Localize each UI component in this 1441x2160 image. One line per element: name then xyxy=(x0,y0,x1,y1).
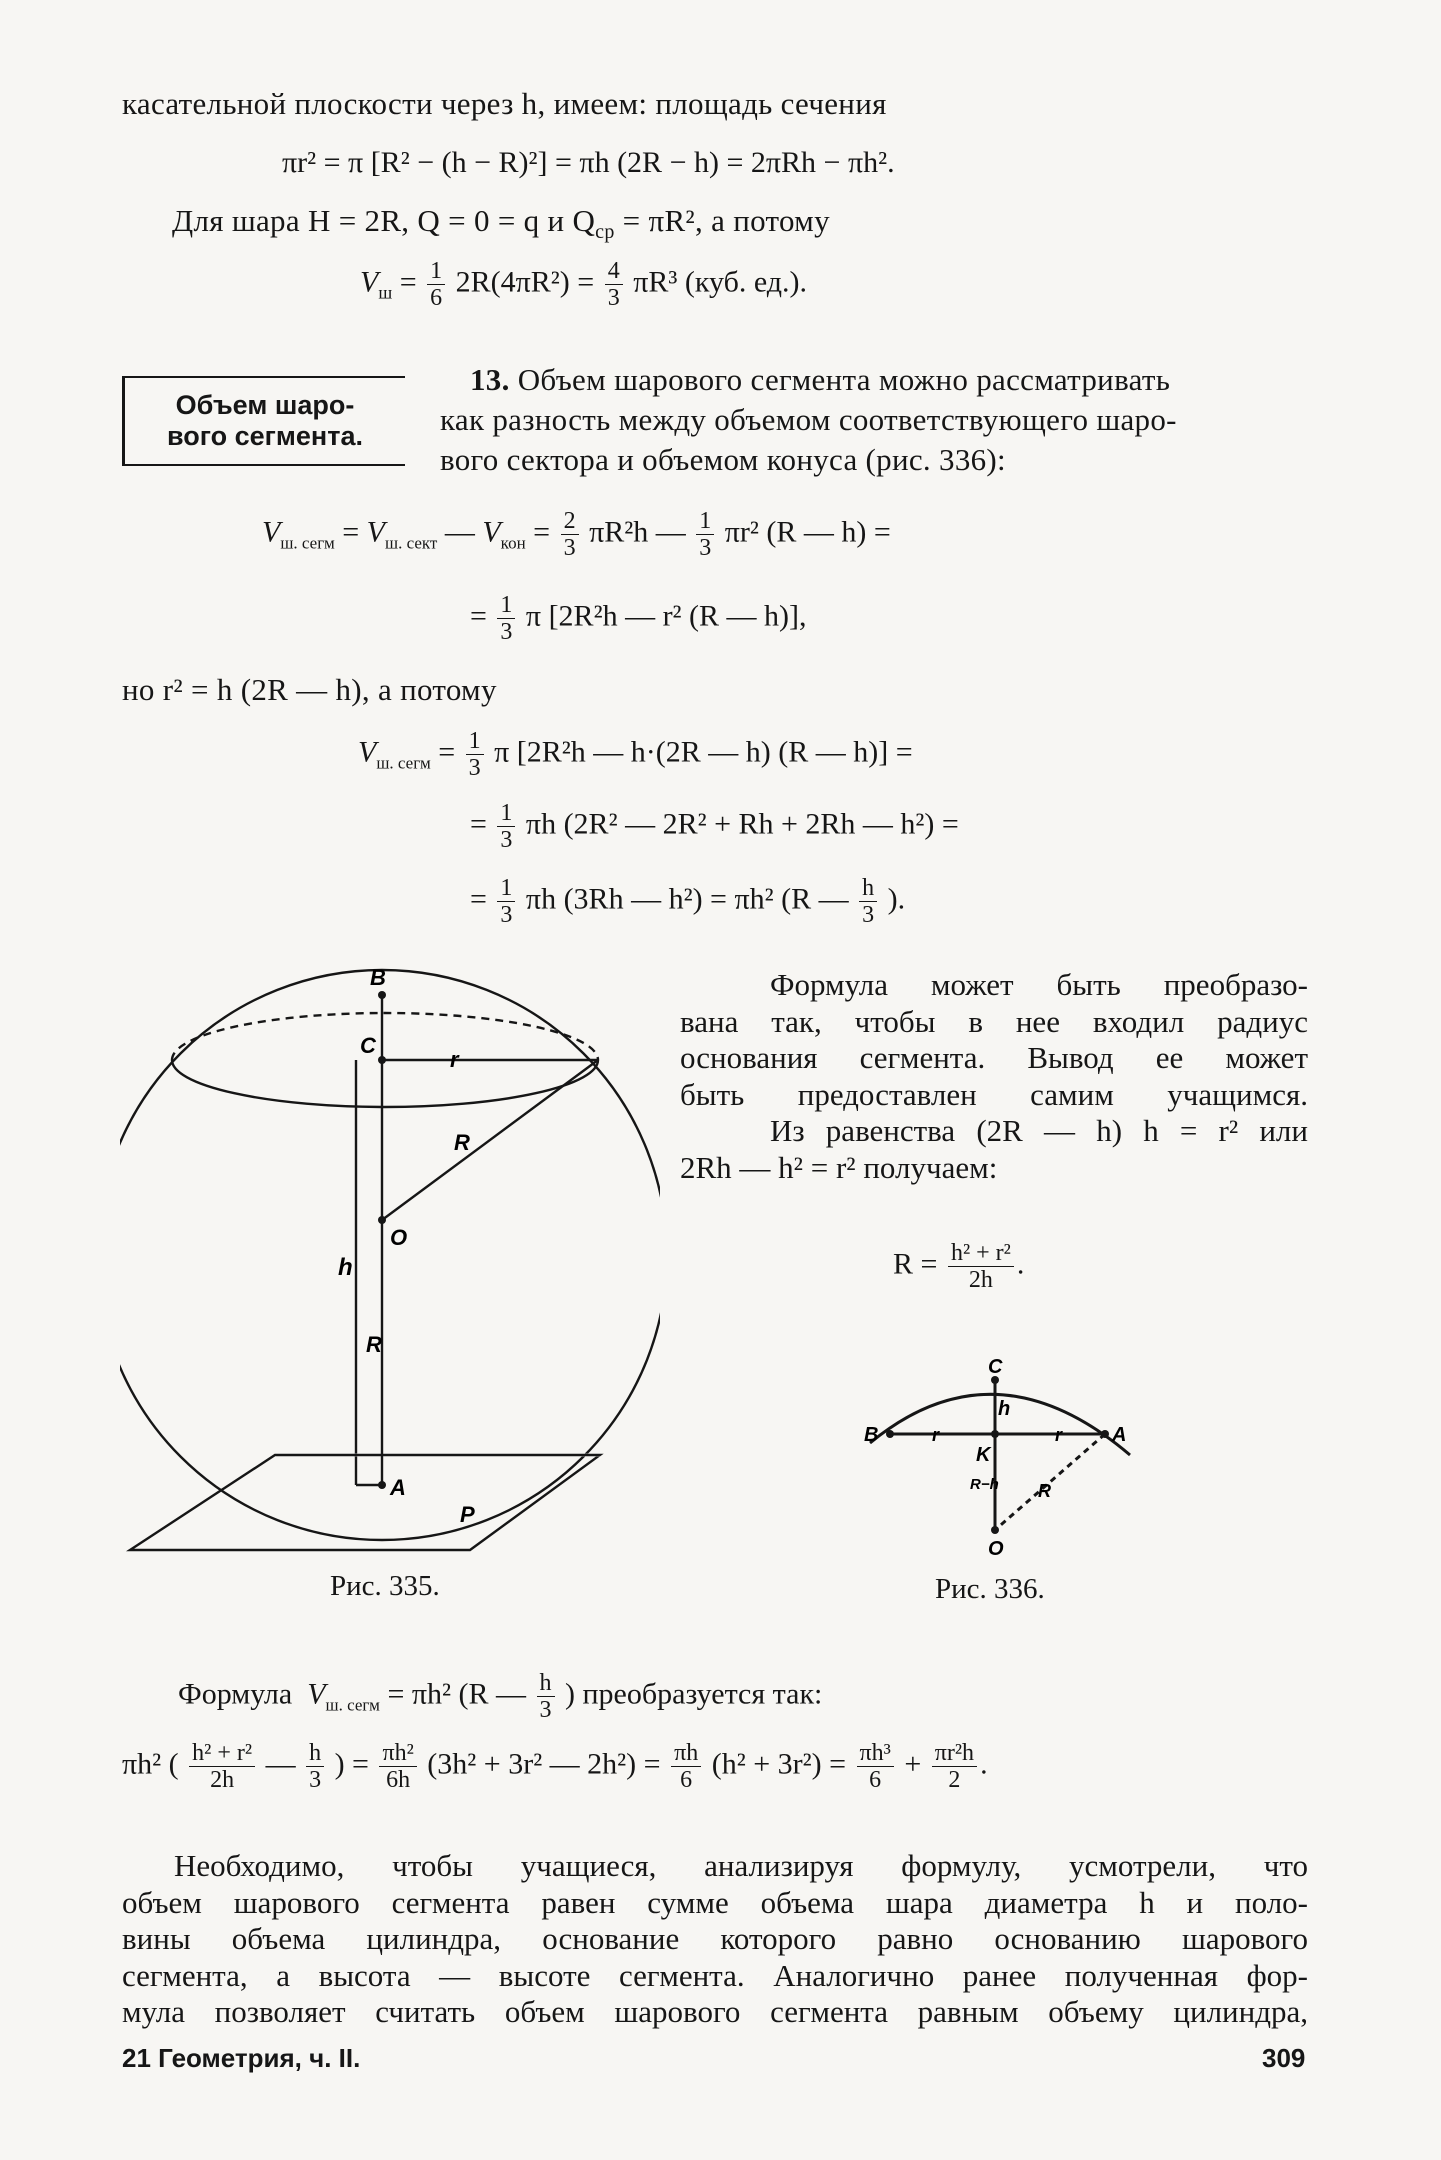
section-number: 13. xyxy=(470,362,510,397)
f2-mid: 2R(4πR²) = xyxy=(455,265,595,299)
fig336-label-A: A xyxy=(1112,1424,1127,1446)
fig335-label-r: r xyxy=(450,1047,459,1072)
sphere-intro-line xyxy=(172,203,830,250)
bottom-paragraph xyxy=(122,1848,1308,2031)
formula-segment-result: = $\frac{1}{3}$ πh (3Rh — h²) = πh² (R — $\frac{h}{3}$ ). xyxy=(470,875,906,928)
fig335-label-C: C xyxy=(360,1033,376,1058)
fig336-label-h: h xyxy=(998,1398,1011,1420)
formula-segment-step3: $V_{ш. сегм}$ = $\frac{1}{3}$ π [2R²h — h·(2R — h) (R — h)] = xyxy=(358,728,913,781)
sphere-intro-end: = πR², а потому xyxy=(614,203,830,238)
formula-transform-line: Формула $V_{ш. сегм} = \pi h^2$ (R — $\frac{h}{3}$ ) преобразуется так: xyxy=(178,1670,823,1723)
fraction-one-sixth: $\frac{1}{6}$ xyxy=(427,258,445,311)
fraction-four-thirds: $\frac{4}{3}$ xyxy=(605,258,623,311)
fig336-label-K: K xyxy=(976,1444,991,1466)
formula-transform-result: πh² ( $\frac{\text{h² + r²}}{2h}$ — $\frac{h}{3}$ ) = $\frac{\text{πh²}}{6h}$ (3h² + 3r² — 2h²) = $\frac{\pi h}{6}$ (h² + 3r²) = $\frac{\text{πh³}}{6}$ + $\frac{\text{πr²h}}{2}$ . xyxy=(122,1740,988,1793)
formula-segment-difference: $V_{ш. сегм} = V_{ш. сект}$ — $V_{кон}$ = $\frac{2}{3}$ πR²h — $\frac{1}{3}$ πr² (R — h) = xyxy=(262,508,891,561)
fig335-label-R2: R xyxy=(366,1332,382,1357)
side-heading-line1: Объем шаро- xyxy=(175,390,355,420)
fraction-two-thirds: $\frac{2}{3}$ xyxy=(561,508,579,561)
fig335-label-R1: R xyxy=(454,1130,470,1155)
footer-signature: 21 Геометрия, ч. II. xyxy=(122,2043,361,2073)
formula-sphere-volume: $V_ш$ = $\frac{1}{6}$ 2R(4πR²) = $\frac{4}{3}$ πR³ (куб. ед.). xyxy=(360,258,808,311)
tangent-plane xyxy=(130,1455,600,1550)
fig336-label-O: O xyxy=(988,1538,1004,1560)
section-line2: как разность между объемом соответствующего шаро- xyxy=(440,402,1177,437)
section-line1: Объем шарового сегмента можно рассматривать xyxy=(517,362,1171,397)
section-ellipse-back xyxy=(172,1013,598,1060)
fig335-label-P: P xyxy=(460,1502,475,1527)
fig336-label-C: C xyxy=(988,1356,1003,1378)
fig336-label-r2: r xyxy=(1055,1425,1063,1445)
section-13-para xyxy=(440,362,1296,478)
right-line4: быть предоставлен самим учащимся. xyxy=(680,1076,1308,1112)
section-line3: вого сектора и объемом конуса (рис. 336): xyxy=(440,442,1006,477)
formula-segment-step2: = $\frac{1}{3}$ π [2R²h — r² (R — h)], xyxy=(470,592,807,645)
fig336-label-R: R xyxy=(1038,1481,1051,1501)
f2-end: πR³ (куб. ед.). xyxy=(633,265,808,299)
fraction-h-thirds: $\frac{h}{3}$ xyxy=(859,875,877,928)
sphere-intro-subscript: ср xyxy=(595,221,615,244)
fig335-label-h: h xyxy=(338,1254,353,1281)
formula-segment-step4: = $\frac{1}{3}$ πh (2R² — 2R² + Rh + 2Rh — h²) = xyxy=(470,800,959,853)
figure-335-caption: Рис. 335. xyxy=(330,1570,440,1602)
fraction-R: $\frac{\text{h² + r²}}{2h}$ xyxy=(948,1240,1014,1293)
v-symbol: V xyxy=(360,265,379,299)
bottom-line1: Необходимо, чтобы учащиеся, анализируя формулу, усмотрели, что xyxy=(174,1848,1308,1883)
bottom-line3: вины объема цилиндра, основание которого равно основанию шарового xyxy=(122,1921,1308,1956)
figure-336-segment xyxy=(850,1355,1150,1575)
fraction-one-third-e: $\frac{1}{3}$ xyxy=(497,875,515,928)
top-line: касательной плоскости через h, имеем: площадь сечения xyxy=(122,86,887,121)
fraction-one-third-c: $\frac{1}{3}$ xyxy=(466,728,484,781)
side-heading-line2: вого сегмента. xyxy=(167,421,363,451)
right-line6: 2Rh — h² = r² получаем: xyxy=(680,1149,998,1185)
right-line2: вана так, чтобы в нее входил радиус xyxy=(680,1003,1308,1039)
figure-336-caption: Рис. 336. xyxy=(935,1573,1045,1605)
section-ellipse-front xyxy=(172,1060,598,1107)
v-subscript: ш xyxy=(378,282,393,303)
page-number: 309 xyxy=(1262,2043,1306,2073)
sphere-intro-text: Для шара H = 2R, Q = 0 = q и Q xyxy=(172,203,596,238)
formula-section-area: πr² = π [R² − (h − R)²] = πh (2R − h) = 2πRh − πh². xyxy=(282,146,895,179)
fraction-h-thirds-b: $\frac{h}{3}$ xyxy=(537,1670,555,1723)
fraction-one-third-b: $\frac{1}{3}$ xyxy=(497,592,515,645)
fig335-label-O: O xyxy=(390,1225,408,1250)
fig336-label-Rh: R−h xyxy=(970,1476,999,1493)
radius-R-slant xyxy=(382,1060,598,1220)
fraction-one-third-d: $\frac{1}{3}$ xyxy=(497,800,515,853)
figure-335-sphere xyxy=(120,955,660,1555)
fig335-label-A: A xyxy=(390,1475,406,1500)
bottom-line4: сегмента, а высота — высоте сегмента. Аналогично ранее полученная фор- xyxy=(122,1957,1308,1993)
fig335-label-B: B xyxy=(370,965,386,990)
side-heading-box xyxy=(122,376,405,466)
right-line3: основания сегмента. Вывод ее может xyxy=(680,1040,1308,1075)
right-line5: Из равенства (2R — h) h = r² или xyxy=(770,1113,1308,1148)
formula-R: R = $\frac{\text{h² + r²}}{2h}$ . xyxy=(893,1240,1025,1293)
bottom-line2: объем шарового сегмента равен сумме объема шара диаметра h и поло- xyxy=(122,1884,1308,1920)
right-column-text xyxy=(680,967,1308,1186)
but-line: но r² = h (2R — h), а потому xyxy=(122,672,497,707)
bottom-line5: мула позволяет считать объем шарового сегмента равным объему цилиндра, xyxy=(122,1994,1308,2029)
fraction-one-third-a: $\frac{1}{3}$ xyxy=(696,508,714,561)
fig336-label-B: B xyxy=(864,1424,879,1446)
right-line1: Формула может быть преобразо- xyxy=(770,967,1308,1002)
fig336-label-r1: r xyxy=(932,1425,940,1445)
